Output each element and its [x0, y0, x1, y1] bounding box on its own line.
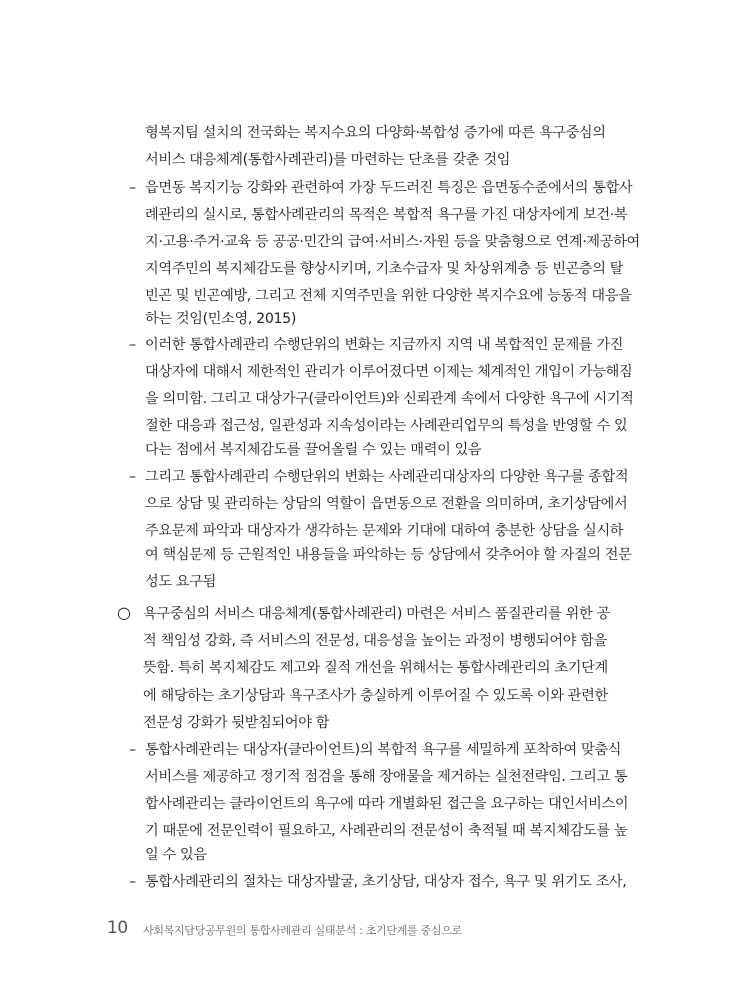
text-line: 으로 상담 및 관리하는 상담의 역할이 읍면동으로 전환을 의미하며, 초기상담에서: [145, 496, 628, 512]
text-line: 절한 대응과 접근성, 일관성과 지속성이라는 사례관리업무의 특성을 반영할 수 있: [145, 418, 628, 434]
dash-marker: –: [129, 742, 137, 758]
text-line: 기 때문에 전문인력이 필요하고, 사례관리의 전문성이 축적될 때 복지체감도를 높: [145, 823, 628, 839]
dash-marker: –: [129, 874, 137, 890]
text-line: 서비스를 제공하고 정기적 점검을 통해 장애물을 제거하는 실천전략임. 그리고 통: [145, 769, 628, 785]
text-line: 뜻함. 특히 복지체감도 제고와 질적 개선을 위해서는 통합사례관리의 초기단계: [143, 660, 608, 676]
text-line: 빈곤 및 빈곤예방, 그리고 전체 지역주민을 위한 다양한 복지수요에 능동적 대응을: [145, 288, 632, 304]
text-line: 대상자에 대해서 제한적인 관리가 이루어졌다면 이제는 체계적인 개입이 가능해짐: [145, 364, 633, 380]
text-line: 을 의미함. 그리고 대상가구(클라이언트)와 신뢰관계 속에서 다양한 욕구에 시기적: [145, 391, 634, 407]
text-line: 지·고용·주거·교육 등 공공·민간의 급여·서비스·자원 등을 맞춤형으로 연계·제공하여: [145, 234, 640, 250]
dash-marker: –: [129, 337, 137, 353]
text-line: 에 해당하는 초기상담과 욕구조사가 충실하게 이루어질 수 있도록 이와 관련한: [143, 688, 608, 704]
text-line: 여 핵심문제 등 근원적인 내용들을 파악하는 등 상담에서 갖추어야 할 자질의 전문: [145, 547, 632, 563]
text-line: 지역주민의 복지체감도를 향상시키며, 기초수급자 및 차상위계층 등 빈곤층의 탈: [145, 261, 624, 277]
running-title: 사회복지담당공무원의 통합사례관리 실태분석 : 초기단계를 중심으로: [143, 924, 462, 937]
text-line: 다는 점에서 복지체감도를 끌어올릴 수 있는 매력이 있음: [145, 442, 482, 458]
text-line: 통합사례관리는 대상자(클라이언트)의 복합적 욕구를 세밀하게 포착하여 맞춤식: [145, 742, 622, 758]
text-line: 전문성 강화가 뒷받침되어야 함: [143, 715, 330, 731]
text-line: 서비스 대응체계(통합사례관리)를 마련하는 단초를 갖춘 것임: [145, 152, 511, 168]
text-line: 이러한 통합사례관리 수행단위의 변화는 지금까지 지역 내 복합적인 문제를 가진: [145, 337, 624, 353]
text-line: 형복지팀 설치의 전국화는 복지수요의 다양화·복합성 증가에 따른 욕구중심의: [145, 125, 606, 141]
text-line: 성도 요구됨: [145, 574, 216, 590]
text-line: 적 책임성 강화, 즉 서비스의 전문성, 대응성을 높이는 과정이 병행되어야 함을: [143, 633, 607, 649]
page-number: 10: [107, 918, 128, 938]
text-line: 읍면동 복지기능 강화와 관련하여 가장 두드러진 특징은 읍면동수준에서의 통합사: [145, 180, 633, 196]
text-line: 하는 것임(민소영, 2015): [145, 311, 297, 327]
text-line: 일 수 있음: [145, 847, 207, 863]
page-footer: [107, 918, 667, 940]
text-line: 주요문제 파악과 대상자가 생각하는 문제와 기대에 대하여 충분한 상담을 실시하: [145, 523, 624, 539]
text-line: 욕구중심의 서비스 대응체계(통합사례관리) 마련은 서비스 품질관리를 위한 공: [143, 606, 610, 622]
text-line: 그리고 통합사례관리 수행단위의 변화는 사례관리대상자의 다양한 욕구를 종합적: [145, 469, 629, 485]
dash-marker: –: [129, 469, 137, 485]
text-line: 합사례관리는 클라이언트의 욕구에 따라 개별화된 접근을 요구하는 대인서비스이: [145, 796, 629, 812]
text-line: 통합사례관리의 절차는 대상자발굴, 초기상담, 대상자 접수, 욕구 및 위기도 조사,: [145, 874, 627, 890]
dash-marker: –: [129, 180, 137, 196]
circle-marker: ○: [117, 603, 131, 622]
text-line: 례관리의 실시로, 통합사례관리의 목적은 복합적 욕구를 가진 대상자에게 보건·복: [145, 207, 628, 223]
